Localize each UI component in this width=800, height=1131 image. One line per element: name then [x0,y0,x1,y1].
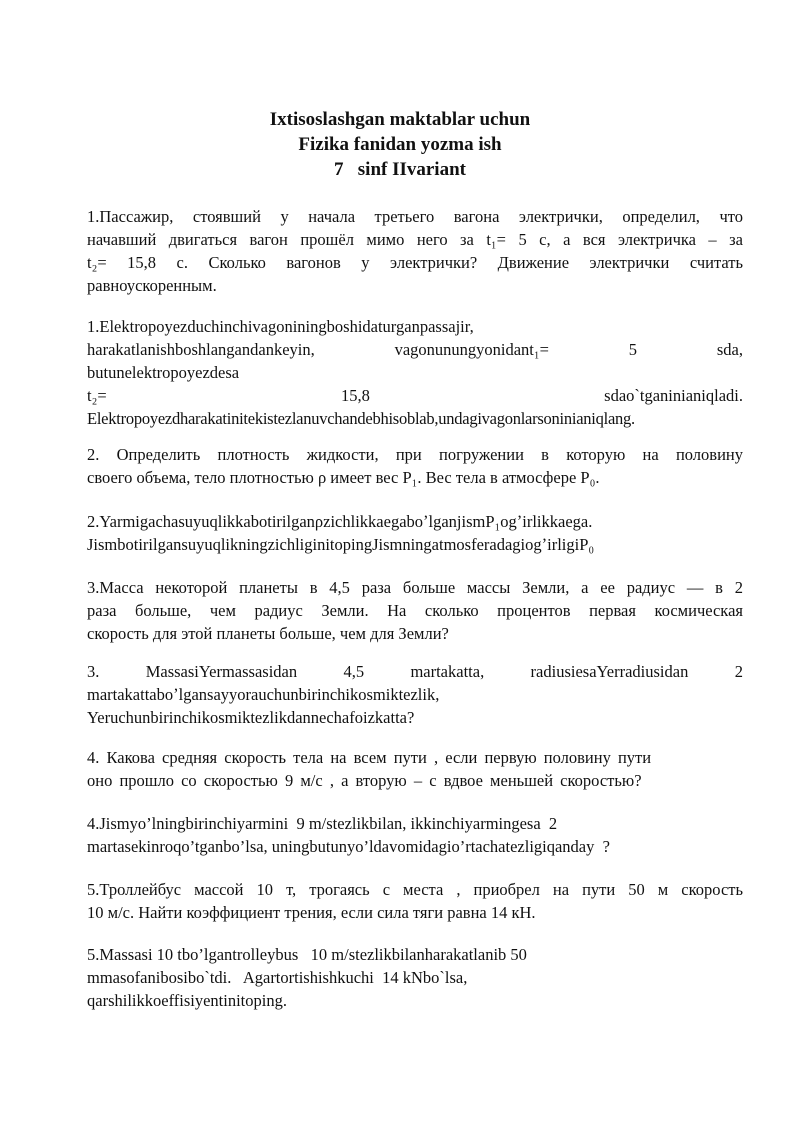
q3-ru-line: скорость для этой планеты больше, чем для Земли? [87,624,449,643]
q1-uz-word: 15,8 [340,386,370,405]
q4-ru-line: оно прошло со скоростью 9 м/с , а вторую – с вдвое меньшей скоростью? [87,771,642,790]
q1-uz-word: harakatlanishboshlangandankeyin, [87,340,315,359]
q4-uz-line: martasekinroqo’tganbo’lsa, uningbutunyo’ldavomidagio’rtachatezligiqanday ? [87,837,610,856]
q3-ru-line: раза больше, чем радиус Земли. На сколько процентов первая космическая [87,601,743,620]
q1-uz-word: 5 [628,340,638,359]
question-4-ru [87,746,743,792]
q2-uz-line: 2.YarmigachasuyuqlikkabotirilganρzichlikkaegaboʼlganjismP₁ogʼirlikkaega. [87,512,593,531]
question-5-ru [87,878,743,924]
question-5-uz [87,943,743,1012]
q5-ru-line: 5.Троллейбус массой 10 т, трогаясь с места , приобрел на пути 50 м скорость [87,880,743,899]
q1-uz-line: 1.Elektropoyezduchinchivagoniningboshidaturganpassajir, [87,317,474,336]
question-2-ru [87,443,743,489]
q1-uz-line [87,338,743,361]
q1-ru-line: t₂= 15,8 с. Сколько вагонов у электрички? Движение электрички считать [87,253,743,272]
q5-uz-line: 5.Massasi 10 tbo’lgantrolleybus 10 m/stezlikbilanharakatlanib 50 [87,945,527,964]
q5-ru-line: 10 м/с. Найти коэффициент трения, если сила тяги равна 14 кН. [87,903,536,922]
q2-uz-line: JismbotirilgansuyuqlikningzichliginitopingJismningatmosferadagiogʼirligiP₀ [87,535,595,554]
q1-uz-word: vagonunungyonidant₁= [394,340,549,359]
question-3-ru [87,576,743,645]
question-4-uz [87,812,743,858]
q3-uz-word: 4,5 [343,662,365,681]
q5-uz-line: mmasofanibosibo`tdi. Agartortishishkuchi 14 kNbo`lsa, [87,968,468,987]
q1-ru-line: 1.Пассажир, стоявший у начала третьего вагона электрички, определил, что [87,207,743,226]
q1-ru-line: равноускоренным. [87,276,217,295]
q3-uz-word: martakatta, [410,662,485,681]
q1-uz-word: sdao`tganinianiqladi. [604,386,743,405]
q2-ru-line: 2. Определить плотность жидкости, при погружении в которую на половину [87,445,743,464]
q3-uz-word: 2 [734,662,743,681]
question-3-uz [87,660,743,729]
q3-uz-line [87,660,743,683]
q3-uz-word: MassasiYermassasidan [145,662,298,681]
q1-uz-line [87,384,743,407]
q4-ru-line: 4. Какова средняя скорость тела на всем пути , если первую половину пути [87,748,652,767]
q1-ru-line: начавший двигаться вагон прошёл мимо него за t₁= 5 с, а вся электричка – за [87,230,743,249]
q1-uz-word: sda, [716,340,743,359]
question-2-uz [87,510,743,556]
q1-uz-line: butunelektropoyezdesa [87,363,240,382]
q3-uz-line: Yeruchunbirinchikosmiktezlikdannechafoizkatta? [87,708,415,727]
header-subject: Fizika fanidan yozma ish [298,134,502,155]
q3-uz-word: radiusiesaYerradiusidan [530,662,689,681]
q3-uz-word: 3. [87,662,100,681]
q5-uz-line: qarshilikkoeffisiyentinitoping. [87,991,287,1010]
q2-ru-line: своего объема, тело плотностью ρ имеет вес P₁. Вес тела в атмосфере P₀. [87,468,600,487]
q4-uz-line: 4.Jismyo’lningbirinchiyarmini 9 m/stezlikbilan, ikkinchiyarmingesa 2 [87,814,558,833]
q1-uz-line: Elektropoyezdharakatinitekistezlanuvchandebhisoblab,undagivagonlarsoninianiqlang. [87,409,635,428]
header-variant: 7 sinf IIvariant [334,159,466,180]
q3-ru-line: 3.Масса некоторой планеты в 4,5 раза больше массы Земли, а ее радиус — в 2 [87,578,743,597]
q1-uz-word: t₂= [87,386,107,405]
question-1-uz [87,315,743,430]
header-school: Ixtisoslashgan maktablar uchun [269,109,531,130]
q3-uz-line: martakattaboʼlgansayyorauchunbirinchikosmiktezlik, [87,685,440,704]
question-1-ru [87,205,743,297]
